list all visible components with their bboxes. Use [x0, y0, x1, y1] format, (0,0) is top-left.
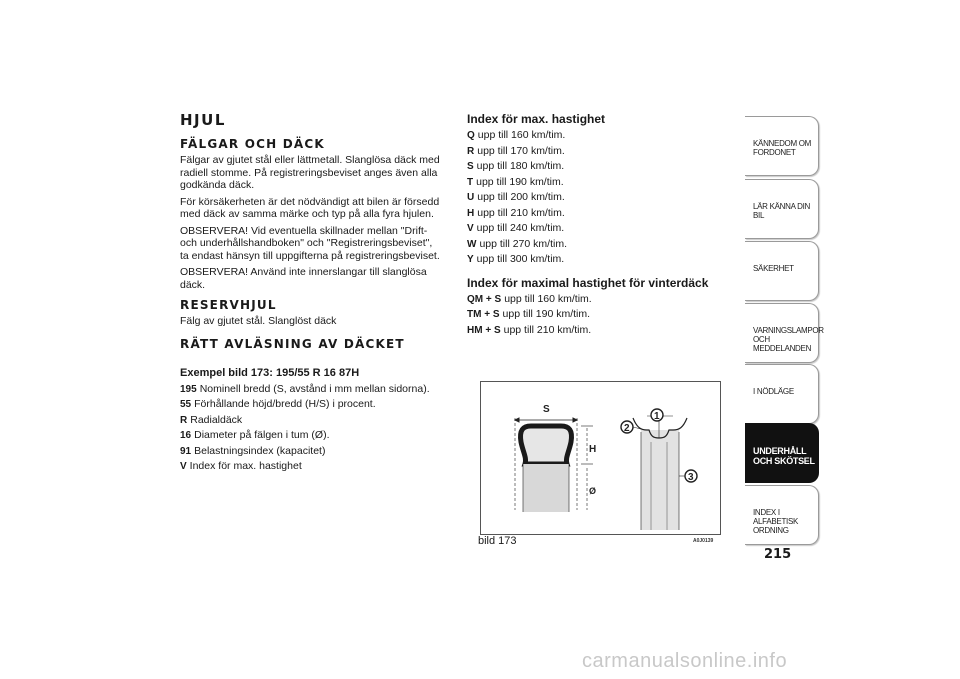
paragraph: OBSERVERA! Använd inte innerslangar till slanglösa däck.	[180, 266, 427, 291]
list-item: QM + S upp till 160 km/tim.	[467, 292, 592, 305]
tyre-diagram-figure	[480, 381, 721, 535]
tyre-cross-section	[515, 418, 593, 512]
tab-varningslampor[interactable]: VARNINGSLAMPOR OCH MEDDELANDEN	[745, 303, 819, 363]
page-title: HJUL	[180, 111, 226, 129]
list-item: TM + S upp till 190 km/tim.	[467, 308, 591, 320]
tyre-code-list	[180, 382, 442, 475]
speed-index-heading: Index för max. hastighet	[467, 112, 606, 126]
figure-caption: bild 173	[478, 535, 517, 547]
list-item: W upp till 270 km/tim.	[467, 237, 567, 250]
list-item: Y upp till 300 km/tim.	[467, 253, 565, 265]
tab-kannedom-om-fordonet[interactable]: KÄNNEDOM OM FORDONET	[745, 116, 819, 176]
list-item: V Index för max. hastighet	[180, 460, 302, 472]
list-item: R upp till 170 km/tim.	[467, 144, 565, 157]
rim-profile	[633, 412, 687, 530]
svg-text:1: 1	[654, 411, 660, 422]
list-item: 195 Nominell bredd (S, avstånd i mm mellan sidorna).	[180, 382, 430, 395]
section-heading-spare-wheel: RESERVHJUL	[180, 298, 277, 312]
list-item: 55 Förhållande höjd/bredd (H/S) i procent.	[180, 398, 376, 410]
tyre-diagram	[481, 382, 720, 534]
list-item: U upp till 200 km/tim.	[467, 191, 565, 203]
label-s: S	[543, 404, 550, 415]
paragraph: Fälgar av gjutet stål eller lättmetall. Slanglösa däck med radiell stomme. På registreringsbeviset anges även alla godkända däck.	[180, 154, 440, 191]
list-item: S upp till 180 km/tim.	[467, 160, 565, 172]
tab-lar-kanna-din-bil[interactable]: LÄR KÄNNA DIN BIL	[745, 179, 819, 239]
list-item: V upp till 240 km/tim.	[467, 222, 565, 234]
paragraph: OBSERVERA! Vid eventuella skillnader mellan "Drift- och underhållshandboken" och "Registreringsbeviset", ta endast hänsyn till uppgifterna på registreringsbeviset.	[180, 224, 440, 262]
winter-index-heading: Index för maximal hastighet för vinterdäck	[467, 275, 709, 290]
tab-sakerhet[interactable]: SÄKERHET	[745, 241, 819, 301]
svg-text:3: 3	[688, 472, 694, 483]
list-item: 16 Diameter på fälgen i tum (Ø).	[180, 429, 330, 441]
list-item: R Radialdäck	[180, 413, 243, 426]
speed-index-list	[467, 128, 729, 268]
label-h: H	[589, 444, 597, 455]
label-diameter: Ø	[589, 486, 597, 496]
section-heading-rims-tyres: FÄLGAR OCH DÄCK	[180, 137, 325, 151]
list-item: 91 Belastningsindex (kapacitet)	[180, 444, 326, 457]
paragraph: Fälg av gjutet stål. Slanglöst däck	[180, 315, 337, 327]
section-heading-reading-tyre: RÄTT AVLÄSNING AV DÄCKET	[180, 336, 405, 351]
page-number: 215	[764, 547, 792, 562]
left-column	[180, 110, 442, 475]
example-heading: Exempel bild 173: 195/55 R 16 87H	[180, 366, 360, 379]
svg-text:2: 2	[624, 423, 630, 434]
figure-code: A0J0139	[693, 538, 714, 544]
tab-underhall-och-skotsel[interactable]: UNDERHÅLL OCH SKÖTSEL	[745, 423, 819, 483]
callout-3	[679, 470, 697, 483]
watermark: carmanualsonline.info	[582, 650, 788, 672]
list-item: HM + S upp till 210 km/tim.	[467, 323, 592, 336]
winter-index-list	[467, 292, 729, 339]
callout-1	[651, 409, 663, 422]
right-column	[467, 110, 729, 338]
callout-2	[621, 421, 641, 434]
list-item: Q upp till 160 km/tim.	[467, 129, 566, 141]
list-item: H upp till 210 km/tim.	[467, 206, 565, 219]
paragraph: För körsäkerheten är det nödvändigt att bilen är försedd med däck av samma märke och typ på alla fyra hjulen.	[180, 195, 440, 220]
tab-i-nodlage[interactable]: I NÖDLÄGE	[745, 364, 819, 424]
tab-index[interactable]: INDEX I ALFABETISK ORDNING	[745, 485, 819, 545]
list-item: T upp till 190 km/tim.	[467, 175, 564, 188]
